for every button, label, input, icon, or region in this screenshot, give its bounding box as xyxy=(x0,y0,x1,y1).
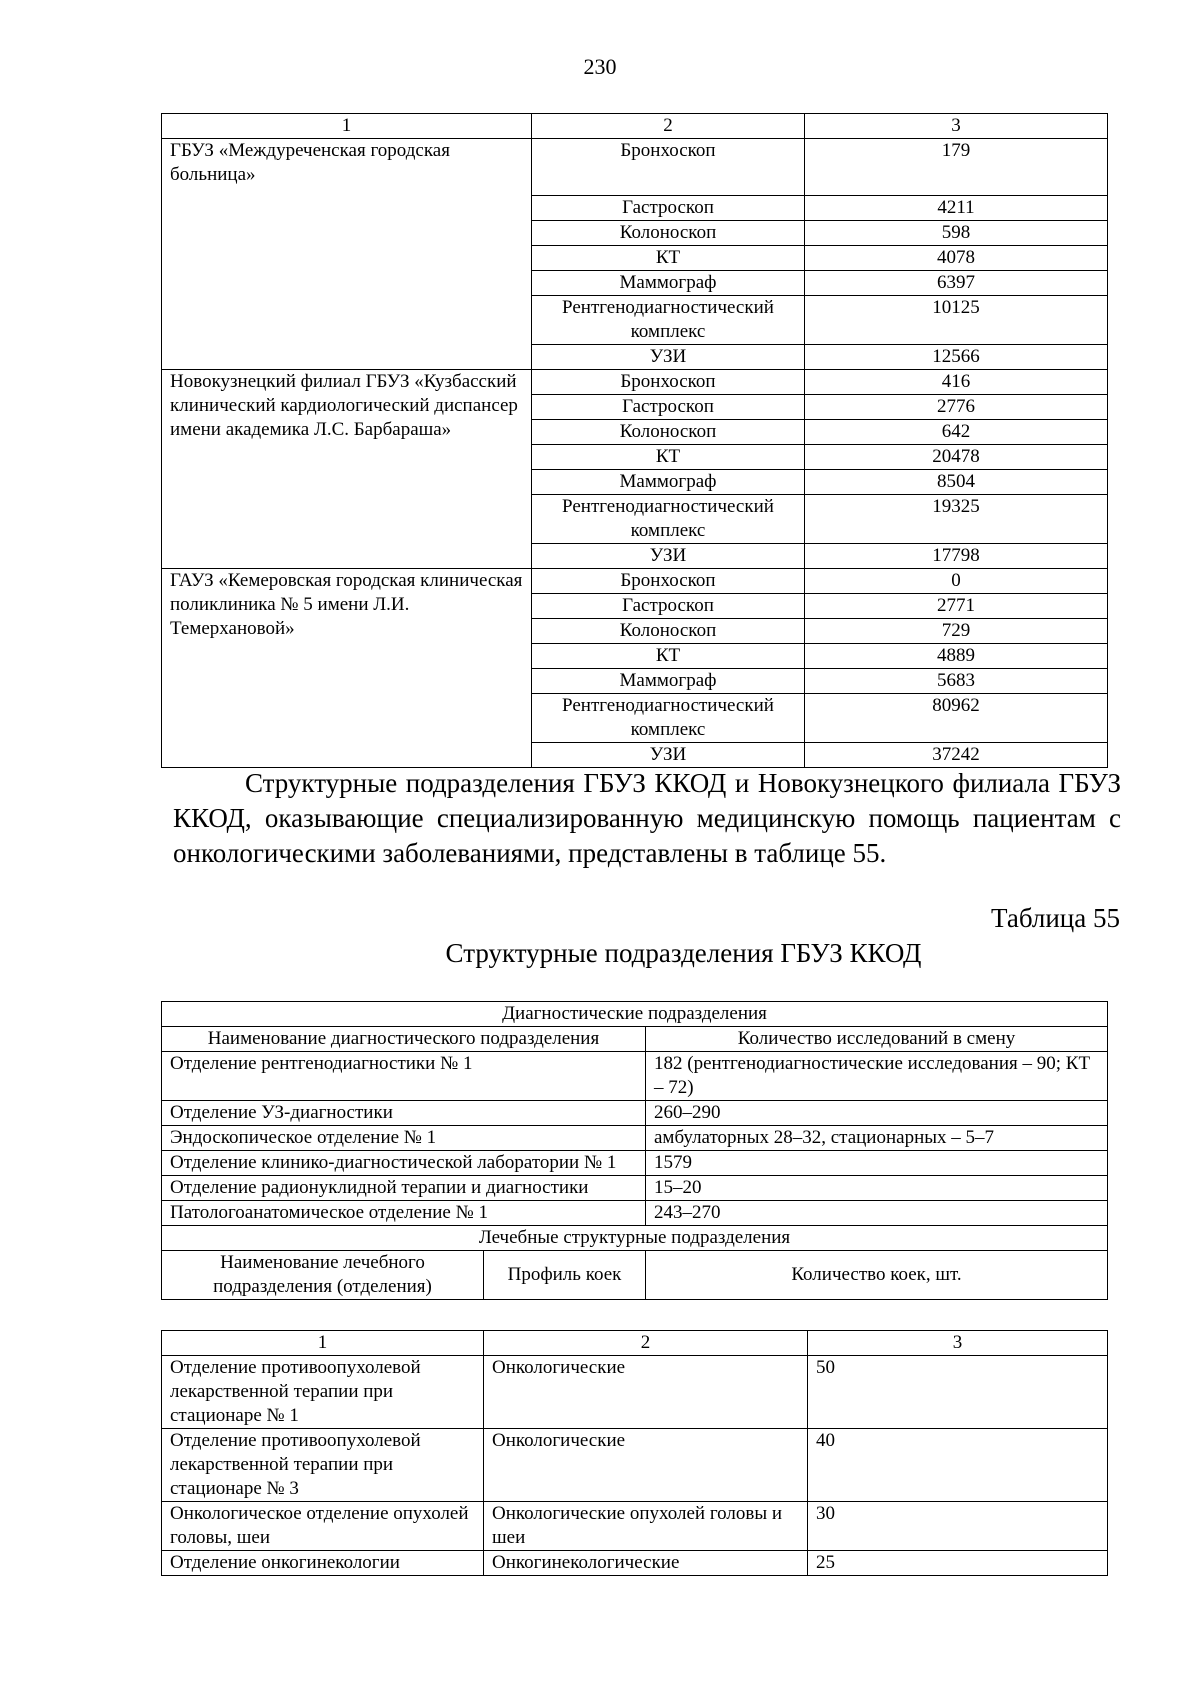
treatment-units-table xyxy=(161,1330,1108,1576)
intro-paragraph: Структурные подразделения ГБУЗ ККОД и Новокузнецкого филиала ГБУЗ ККОД, оказывающие специализированную медицинскую помощь пациентам с онкологическими заболеваниями, представлены в таблице 55. xyxy=(173,768,1121,868)
diag-unit-count: амбулаторных 28–32, стационарных – 5–7 xyxy=(646,1126,1108,1151)
equipment-name: УЗИ xyxy=(532,544,805,569)
equipment-name: Гастроскоп xyxy=(532,395,805,420)
equipment-name: Маммограф xyxy=(532,669,805,694)
equipment-name: Бронхоскоп xyxy=(532,569,805,594)
equipment-value: 642 xyxy=(805,420,1108,445)
equipment-name: КТ xyxy=(532,644,805,669)
diag-unit-count: 1579 xyxy=(646,1151,1108,1176)
equipment-value: 0 xyxy=(805,569,1108,594)
diag-unit-name: Отделение радионуклидной терапии и диагностики xyxy=(162,1176,646,1201)
equipment-value: 598 xyxy=(805,221,1108,246)
table-row xyxy=(162,569,1108,594)
treat-unit-name: Отделение онкогинекологии xyxy=(162,1551,484,1576)
equipment-value: 416 xyxy=(805,370,1108,395)
treat-unit-name: Онкологическое отделение опухолей головы, шеи xyxy=(162,1502,484,1551)
diag-unit-name: Отделение УЗ-диагностики xyxy=(162,1101,646,1126)
diag-unit-name: Отделение рентгенодиагностики № 1 xyxy=(162,1052,646,1101)
equipment-name: Бронхоскоп xyxy=(532,139,805,196)
equipment-name: Маммограф xyxy=(532,470,805,495)
diag-header-count: Количество исследований в смену xyxy=(646,1027,1108,1052)
treat-section-heading: Лечебные структурные подразделения xyxy=(162,1226,1108,1251)
equipment-load-table xyxy=(161,113,1108,768)
diag-header-name: Наименование диагностического подразделения xyxy=(162,1027,646,1052)
treat-unit-beds: 50 xyxy=(808,1356,1108,1429)
treat-unit-profile: Онкологические xyxy=(484,1429,808,1502)
diag-unit-count: 15–20 xyxy=(646,1176,1108,1201)
equipment-value: 5683 xyxy=(805,669,1108,694)
equipment-value: 4211 xyxy=(805,196,1108,221)
table-row xyxy=(162,1052,1108,1101)
table-row xyxy=(162,1101,1108,1126)
equipment-name: Бронхоскоп xyxy=(532,370,805,395)
equipment-value: 4889 xyxy=(805,644,1108,669)
treat-unit-name: Отделение противоопухолевой лекарственной терапии при стационаре № 3 xyxy=(162,1429,484,1502)
treat-unit-beds: 30 xyxy=(808,1502,1108,1551)
treat-unit-profile: Онкологические xyxy=(484,1356,808,1429)
treat-header-name: Наименование лечебного подразделения (отделения) xyxy=(162,1251,484,1300)
equipment-name: КТ xyxy=(532,246,805,271)
treat-unit-name: Отделение противоопухолевой лекарственной терапии при стационаре № 1 xyxy=(162,1356,484,1429)
equipment-value: 80962 xyxy=(805,694,1108,743)
table-header-row xyxy=(162,1027,1108,1052)
treat-header-profile: Профиль коек xyxy=(484,1251,646,1300)
column-number: 1 xyxy=(162,1331,484,1356)
page-number: 230 xyxy=(583,54,617,79)
treat-unit-profile: Онкогинекологические xyxy=(484,1551,808,1576)
diag-unit-count: 182 (рентгенодиагностические исследования – 90; КТ – 72) xyxy=(646,1052,1108,1101)
equipment-value: 4078 xyxy=(805,246,1108,271)
table-row xyxy=(162,1151,1108,1176)
table-row xyxy=(162,1126,1108,1151)
equipment-name: Рентгенодиагностический комплекс xyxy=(532,495,805,544)
institution-name: ГАУЗ «Кемеровская городская клиническая поликлиника № 5 имени Л.И. Темерхановой» xyxy=(162,569,532,768)
table-header-row xyxy=(162,114,1108,139)
treat-header-count: Количество коек, шт. xyxy=(646,1251,1108,1300)
column-number: 2 xyxy=(484,1331,808,1356)
table-header-row xyxy=(162,1331,1108,1356)
structural-units-table xyxy=(161,1001,1108,1300)
table-row xyxy=(162,1201,1108,1226)
equipment-value: 12566 xyxy=(805,345,1108,370)
diag-unit-count: 243–270 xyxy=(646,1201,1108,1226)
equipment-name: Колоноскоп xyxy=(532,619,805,644)
table-header-row xyxy=(162,1251,1108,1300)
diag-unit-name: Отделение клинико-диагностической лаборатории № 1 xyxy=(162,1151,646,1176)
equipment-name: Рентгенодиагностический комплекс xyxy=(532,296,805,345)
table-row xyxy=(162,139,1108,196)
treat-unit-beds: 25 xyxy=(808,1551,1108,1576)
diag-section-heading: Диагностические подразделения xyxy=(162,1002,1108,1027)
institution-name: Новокузнецкий филиал ГБУЗ «Кузбасский клинический кардиологический диспансер имени академика Л.С. Барбараша» xyxy=(162,370,532,569)
equipment-value: 179 xyxy=(805,139,1108,196)
table-row xyxy=(162,1429,1108,1502)
section-row xyxy=(162,1226,1108,1251)
equipment-name: Рентгенодиагностический комплекс xyxy=(532,694,805,743)
equipment-name: Гастроскоп xyxy=(532,196,805,221)
equipment-value: 17798 xyxy=(805,544,1108,569)
equipment-name: Колоноскоп xyxy=(532,420,805,445)
table-row xyxy=(162,370,1108,395)
diag-unit-name: Патологоанатомическое отделение № 1 xyxy=(162,1201,646,1226)
equipment-name: Колоноскоп xyxy=(532,221,805,246)
equipment-value: 8504 xyxy=(805,470,1108,495)
equipment-name: Маммограф xyxy=(532,271,805,296)
column-number: 2 xyxy=(532,114,805,139)
equipment-value: 10125 xyxy=(805,296,1108,345)
equipment-value: 2776 xyxy=(805,395,1108,420)
column-number: 3 xyxy=(808,1331,1108,1356)
equipment-value: 19325 xyxy=(805,495,1108,544)
equipment-value: 37242 xyxy=(805,743,1108,768)
table-title: Структурные подразделения ГБУЗ ККОД xyxy=(445,938,922,968)
equipment-name: УЗИ xyxy=(532,345,805,370)
treat-unit-profile: Онкологические опухолей головы и шеи xyxy=(484,1502,808,1551)
column-number: 1 xyxy=(162,114,532,139)
table-row xyxy=(162,1356,1108,1429)
equipment-name: КТ xyxy=(532,445,805,470)
equipment-value: 729 xyxy=(805,619,1108,644)
equipment-name: Гастроскоп xyxy=(532,594,805,619)
section-row xyxy=(162,1002,1108,1027)
diag-unit-count: 260–290 xyxy=(646,1101,1108,1126)
equipment-value: 2771 xyxy=(805,594,1108,619)
equipment-name: УЗИ xyxy=(532,743,805,768)
diag-unit-name: Эндоскопическое отделение № 1 xyxy=(162,1126,646,1151)
table-row xyxy=(162,1502,1108,1551)
table-number: Таблица 55 xyxy=(991,903,1120,933)
institution-name: ГБУЗ «Междуреченская городская больница» xyxy=(162,139,532,370)
equipment-value: 6397 xyxy=(805,271,1108,296)
equipment-value: 20478 xyxy=(805,445,1108,470)
column-number: 3 xyxy=(805,114,1108,139)
table-row xyxy=(162,1551,1108,1576)
treat-unit-beds: 40 xyxy=(808,1429,1108,1502)
table-row xyxy=(162,1176,1108,1201)
